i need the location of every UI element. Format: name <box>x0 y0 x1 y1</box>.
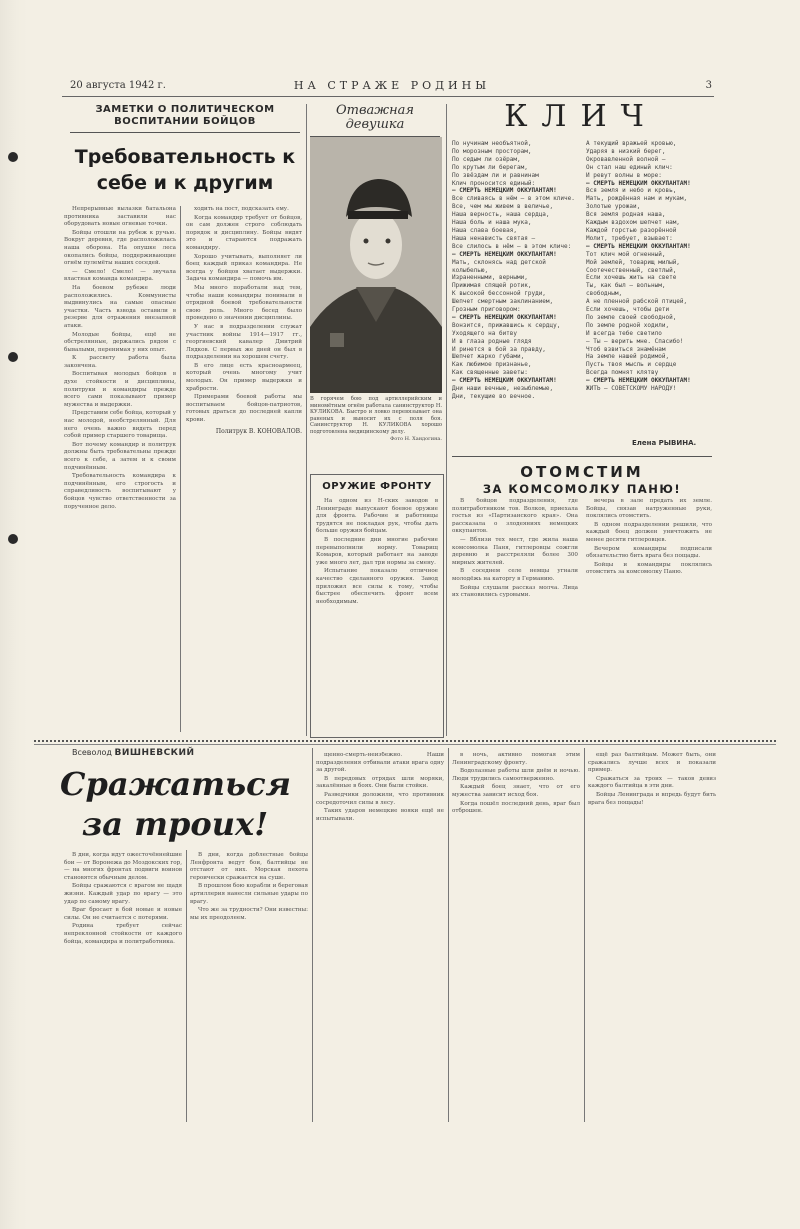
photo-headline: Отважная девушка <box>310 104 440 137</box>
poem-line: Наша слава боевая, <box>452 226 518 234</box>
paragraph: В его лице есть красноармеец, который очень многому учит молодых. Он пример выдержки и храбрости. <box>186 362 302 392</box>
poem-line: Как любимое признанье, <box>452 361 532 369</box>
column-rule <box>306 104 307 736</box>
poem-line: И ревут волны в море: <box>586 171 662 179</box>
paragraph: В прошлом бою корабли и береговая артиллерия нанесли сильные удары по врагу. <box>190 883 308 905</box>
issue-date: 20 августа 1942 г. <box>70 80 166 91</box>
poem-line: Прижимая спящей ротик, <box>452 282 532 290</box>
poem-line: Все сливаясь в нём — в этом кличе. <box>452 195 575 203</box>
paragraph: На боевом рубеже люди расположились. Коммунисты выдвинулись на самые опасные участки. Часть взвода оставили в резерве для отражения внезапной атаки. <box>64 284 176 329</box>
portrait-photo <box>310 137 442 393</box>
poem-line: На земле нашей родимой, <box>586 353 670 361</box>
poem-line: А текущий вражьей кровью, <box>586 140 677 147</box>
poem-line: Каждой горстью разорённой <box>586 226 677 234</box>
article-column <box>586 498 712 734</box>
poem-line: Шепчет жарко губами, <box>452 353 525 361</box>
page-number: 3 <box>705 80 712 91</box>
poem-line: Клич проносится единый: <box>452 179 536 187</box>
binding-hole <box>8 352 18 362</box>
column-rule <box>448 748 449 1122</box>
revenge-headline-line2: ЗА КОМСОМОЛКУ ПАНЮ! <box>482 482 682 496</box>
poem-line: Если хочешь, чтобы дети <box>586 306 670 314</box>
weapon-article-headline: ОРУЖИЕ ФРОНТУ <box>322 481 432 492</box>
poem-line: свободным, <box>586 290 623 298</box>
article-headline: Требовательность к себе и к другим <box>74 146 296 194</box>
poem-line: Дни наши вечные, незыблемые, <box>452 385 554 393</box>
poem-line: Шепчет смертным заклинанием, <box>452 298 554 306</box>
newspaper-title: НА СТРАЖЕ РОДИНЫ <box>293 79 491 92</box>
revenge-article-headline <box>452 456 712 497</box>
poem-line: Тот клич мой огненный, <box>586 250 666 258</box>
paragraph: Что же за трудности? Они известны: мы их преодолеем. <box>190 907 308 921</box>
paragraph: Когда командир требует от бойцов, он сам должен строго соблюдать порядок и дисциплину. Бойцы видят это и стараются подражать командиру. <box>186 214 302 251</box>
revenge-headline-line1: ОТОМСТИМ <box>520 463 644 481</box>
poem-line: Он стал наш единый клич: <box>586 163 673 171</box>
poem-line: Уходящего на битву <box>452 329 518 337</box>
paragraph: Бойцы и командиры поклялись отомстить за комсомолку Паню. <box>586 561 712 576</box>
column-rule <box>312 748 313 1122</box>
article-column <box>452 752 580 1124</box>
poem-title: КЛИЧ <box>504 99 658 134</box>
column-rule <box>584 748 585 1122</box>
poem-line: Грозным приговором: <box>452 306 521 314</box>
poem-line: К высокой бессонной груди, <box>452 290 546 298</box>
article-kicker: ЗАМЕТКИ О ПОЛИТИЧЕСКОМ ВОСПИТАНИИ БОЙЦОВ <box>70 104 300 133</box>
poem-line: Вонзится, прижавшись к сердцу, <box>452 321 561 329</box>
poem-line: Наша ненависть святая — <box>452 234 536 242</box>
poem-line: Мой землей, товарищ милый, <box>586 258 680 266</box>
article-signature: Политрук В. КОНОВАЛОВ. <box>215 427 302 435</box>
bottom-article-headline: Сражаться за троих! <box>60 765 292 843</box>
paragraph: Враг бросает в бой новые и новые силы. Он не считается с потерями. <box>64 907 182 921</box>
paragraph: Каждый боец знает, что от его мужества зависит исход боя. <box>452 784 580 798</box>
poem-line: Если хочешь жить на свете <box>586 274 677 282</box>
paragraph: Когда пошёл последний день, враг был отброшен. <box>452 800 580 815</box>
poem-line: По земле своей свободной, <box>586 313 677 321</box>
paragraph: Бойцы отошли на рубеж к ручью. Вокруг деревня, где расположилась наша оборона. На опушке леса окопались бойцы, поддерживающие огнём пулемёты наших соседей. <box>64 229 176 267</box>
poem-line: Все слилось в нём — в этом кличе: <box>452 242 572 250</box>
paragraph: Водолазные работы шли днём и ночью. Люди трудились самоотверженно. <box>452 768 580 782</box>
paragraph: В дни, когда идут ожесточённейшие бои — от Воронежа до Моздокских гор, — на многих фронтах подвиги воинов становятся обычным делом. <box>64 852 182 881</box>
poem-line: — СМЕРТЬ НЕМЕЦКИМ ОККУПАНТАМ! <box>586 377 691 385</box>
paragraph: У нас в подразделении служат участник войны 1914—1917 гг., георгиевский кавалер Дмитрий Лядков. С первых же дней он был в подразделении на хорошем счету. <box>186 323 302 361</box>
poem-line: Израненными, верными, <box>452 274 528 282</box>
poem-line: Мать, склонясь над детской колыбелью, <box>452 258 546 274</box>
paragraph: В последние дни многие рабочие перевыполнили норму. Товарищ Комаров, который работает на заводе уже много лет, дал три нормы за смену. <box>316 536 438 566</box>
poem-line: Золотые урожаи, <box>586 203 641 211</box>
paragraph: Родина требует сейчас непреклонной стойкости от каждого бойца, командира и политработника. <box>64 923 182 945</box>
paragraph: В бойцов подразделения, где политработником тов. Волков, приехала гостья из «Партизанского края». Она рассказала о злодеяниях немецких оккупантов. <box>452 498 578 535</box>
poem-line: — СМЕРТЬ НЕМЕЦКИМ ОККУПАНТАМ! <box>586 242 691 250</box>
poem-line: По нучинам необъятной, <box>452 140 532 147</box>
poem-line: Ты, как был — вольным, <box>586 282 666 290</box>
column-rule <box>446 104 447 736</box>
paragraph: вечера в зале предать их земле. Бойцы, связав натруженные руки, поклялись отомстить. <box>586 498 712 520</box>
binding-hole <box>8 534 18 544</box>
soldier-portrait-illustration <box>310 137 442 393</box>
poem-line: — СМЕРТЬ НЕМЕЦКИМ ОККУПАНТАМ! <box>586 179 691 187</box>
paragraph: Хорошо учитывать, выполняет ли боец каждый приказ командира. Не всегда у бойцов хватает выдержки. Задача командира — помочь им. <box>186 253 302 283</box>
binding-hole <box>8 152 18 162</box>
paragraph: В соседнем селе немцы угнали молодёжь на каторгу в Германию. <box>452 568 578 582</box>
article-column <box>64 206 176 736</box>
paragraph: Воспитывая молодых бойцов в духе стойкости и дисциплины, политруки и командиры прежде всего сами показывают пример мужества и выдержки. <box>64 371 176 408</box>
paragraph: На одном из Н-ских заводов в Ленинграде выпускают боевое оружие для фронта. Рабочие и работницы трудятся не покладая рук, чтобы дать больше оружия бойцам. <box>316 498 438 535</box>
photo-credit: Фото Н. Хандогина. <box>390 435 442 442</box>
paragraph: Бойцы Ленинграда и впредь будут бить врага без пощады! <box>588 791 716 806</box>
poem-line: По звёздам ли и равнинам <box>452 171 539 179</box>
poem-line: Пусть твоя мысль и сердце <box>586 361 677 369</box>
paragraph: К рассвету работа была закончена. <box>64 355 176 369</box>
poem-line: Вся земля родная наша, <box>586 211 666 219</box>
paragraph: ходить на пост, подсказать ему. <box>194 206 289 212</box>
paragraph: ещё раз балтийцам. Может быть, они сражались лучше всех и показали пример. <box>588 752 716 774</box>
article-column <box>452 498 578 734</box>
paragraph: Требовательность командира к подчинённым, его строгость и справедливость воспитывают у бойцов чувство ответственности за порученное дело. <box>64 473 176 510</box>
poem-line: Наша боль и наша мука, <box>452 219 532 227</box>
poem-line: — СМЕРТЬ НЕМЕЦКИМ ОККУПАНТАМ! <box>452 187 557 195</box>
paragraph: Вот почему командир и политрук должны быть требовательны прежде всего к себе, а затем и к своим подчинённым. <box>64 441 176 471</box>
paragraph: Бойцы сражаются с врагом не щадя жизни. Каждый удар по врагу — это удар по самому врагу. <box>64 883 182 905</box>
poem-line: — СМЕРТЬ НЕМЕЦКИМ ОККУПАНТАМ! <box>452 313 557 321</box>
byline-last-name: ВИШНЕВСКИЙ <box>114 748 195 758</box>
paragraph: В дни, когда доблестные бойцы Ленфронта ведут бои, балтийцы не отстают от них. Морская пехота героически сражается на суше. <box>190 852 308 881</box>
poem-column <box>586 140 714 438</box>
paragraph: Разведчики доложили, что противник сосредоточил силы в лесу. <box>316 791 444 806</box>
paragraph: Таких ударов немецкие вояки ещё не испытывали. <box>316 808 444 822</box>
page-binding-edge <box>0 0 28 1229</box>
weapon-article-box <box>310 474 444 738</box>
paragraph: Бойцы слушали рассказ молча. Лица их становились суровыми. <box>452 584 578 599</box>
poem-line: По крутым ли берегам, <box>452 163 528 171</box>
byline-first-name: Всеволод <box>72 748 112 757</box>
page-header <box>62 78 714 97</box>
poem-line: А не пленной рабской птицей, <box>586 298 688 306</box>
poem-line: Всегда помнят клятву <box>586 369 659 377</box>
paragraph: — Вблизи тех мест, где жила наша комсомолка Паня, гитлеровцы сожгли деревню и расстреляли более 300 мирных жителей. <box>452 536 578 566</box>
poem-line: Молит, требует, взывает: <box>586 234 673 242</box>
column-rule <box>180 206 181 732</box>
poem-line: Как священные заветы: <box>452 369 528 377</box>
poem-line: Соотечественный, светлый, <box>586 266 677 274</box>
paragraph: Представим себе бойца, который у нас молодой, необстрелянный. Для него очень важно видеть перед собой пример старшего товарища. <box>64 410 176 440</box>
paragraph: Мы много поработали над тем, чтобы наши командиры понимали в отрядной боевой требовательности свою роль. Много бесед было проведено о значении дисциплины. <box>186 284 302 322</box>
poem-line: По морозным просторам, <box>452 147 532 155</box>
poem-line: И всегда тебе светило <box>586 329 662 337</box>
photo-caption-text: В горячем бою под артиллерийским и миномётным огнём работала санинструктор Н. КУЛИКОВА. Быстро и ловко перевязывает она раненых и выносит их с поля боя. Санинструктор Н. КУЛИКОВА хорошо подготовлена медицинскому делу. <box>310 396 442 435</box>
poem-line: ЖИТЬ — СОВЕТСКОМУ НАРОДУ! <box>586 385 677 393</box>
paragraph: щенно-смерть-неизбежно. Наши подразделения отбивали атаки врага одну за другой. <box>316 752 444 774</box>
poem-line: По седым ли озёрам, <box>452 155 521 163</box>
paragraph: В передовых отрядах шли моряки, закалённые в боях. Они были стойки. <box>316 775 444 790</box>
paragraph: В одном подразделении решили, что каждый боец должен уничтожить не менее десяти гитлеровцев. <box>586 521 712 543</box>
poem-line: Окровавленной волной — <box>586 155 666 163</box>
article-column <box>64 852 182 1122</box>
column-rule <box>186 850 187 1122</box>
poem-line: Каждым вздохом шепчет нам, <box>586 219 680 227</box>
poem-author: Елена РЫВИНА. <box>632 439 697 447</box>
poem-line: Мать, рождённая нам и мукам, <box>586 195 688 203</box>
poem-line: И в глаза родные глядя <box>452 337 532 345</box>
poem-line: Чтоб взвиться знамёнам <box>586 345 666 353</box>
paragraph: Сражаться за троих — таков девиз каждого балтийца в эти дни. <box>588 775 716 790</box>
section-divider <box>34 744 776 745</box>
paragraph: Непрерывные вылазки батальона противника заставили нас оборудовать новые огневые точки. <box>64 206 176 228</box>
poem-line: Все, чем мы живем в величье, <box>452 203 554 211</box>
poem-line: По земле родной ходили, <box>586 321 670 329</box>
paragraph: Примерами боевой работы мы воспитываем бойцов-патриотов, готовых драться до последней капли крови. <box>186 394 302 424</box>
paragraph: — Смело! Смело! — звучала властная команда командира. <box>64 268 176 283</box>
poem-line: Вся земля и небо и кровь, <box>586 187 677 195</box>
section-divider <box>34 740 776 742</box>
poem-line: И ринется в бой за правду, <box>452 345 546 353</box>
paragraph: Молодые бойцы, ещё не обстрелянные, держались рядом с бывалыми, перенимая у них опыт. <box>64 331 176 353</box>
paragraph: в ночь, активно помогая этим Ленинградскому фронту. <box>452 752 580 766</box>
poem-line: — СМЕРТЬ НЕМЕЦКИМ ОККУПАНТАМ! <box>452 377 557 385</box>
poem-line: Ударяя в низкий берег, <box>586 147 666 155</box>
article-byline <box>72 748 272 758</box>
paragraph: Вечером командиры подписали обязательство бить врага без пощады. <box>586 545 712 560</box>
poem-line: — Ты — верить мне. Спасибо! <box>586 337 684 345</box>
photo-caption <box>310 396 442 442</box>
poem-line: Наша верность, наша сердца, <box>452 211 550 219</box>
article-column <box>588 752 716 1124</box>
poem-line: — СМЕРТЬ НЕМЕЦКИМ ОККУПАНТАМ! <box>452 250 557 258</box>
paragraph: Испытание показало отличное качество сделанного оружия. Завод приложил все силы к тому, чтобы быстрее обеспечить фронт всем необходимым. <box>316 568 438 605</box>
article-column <box>190 852 308 1122</box>
poem-line: Дни, текущие во вечное. <box>452 393 536 400</box>
article-column <box>186 206 302 736</box>
article-column <box>316 752 444 1124</box>
poem-column <box>452 140 580 450</box>
